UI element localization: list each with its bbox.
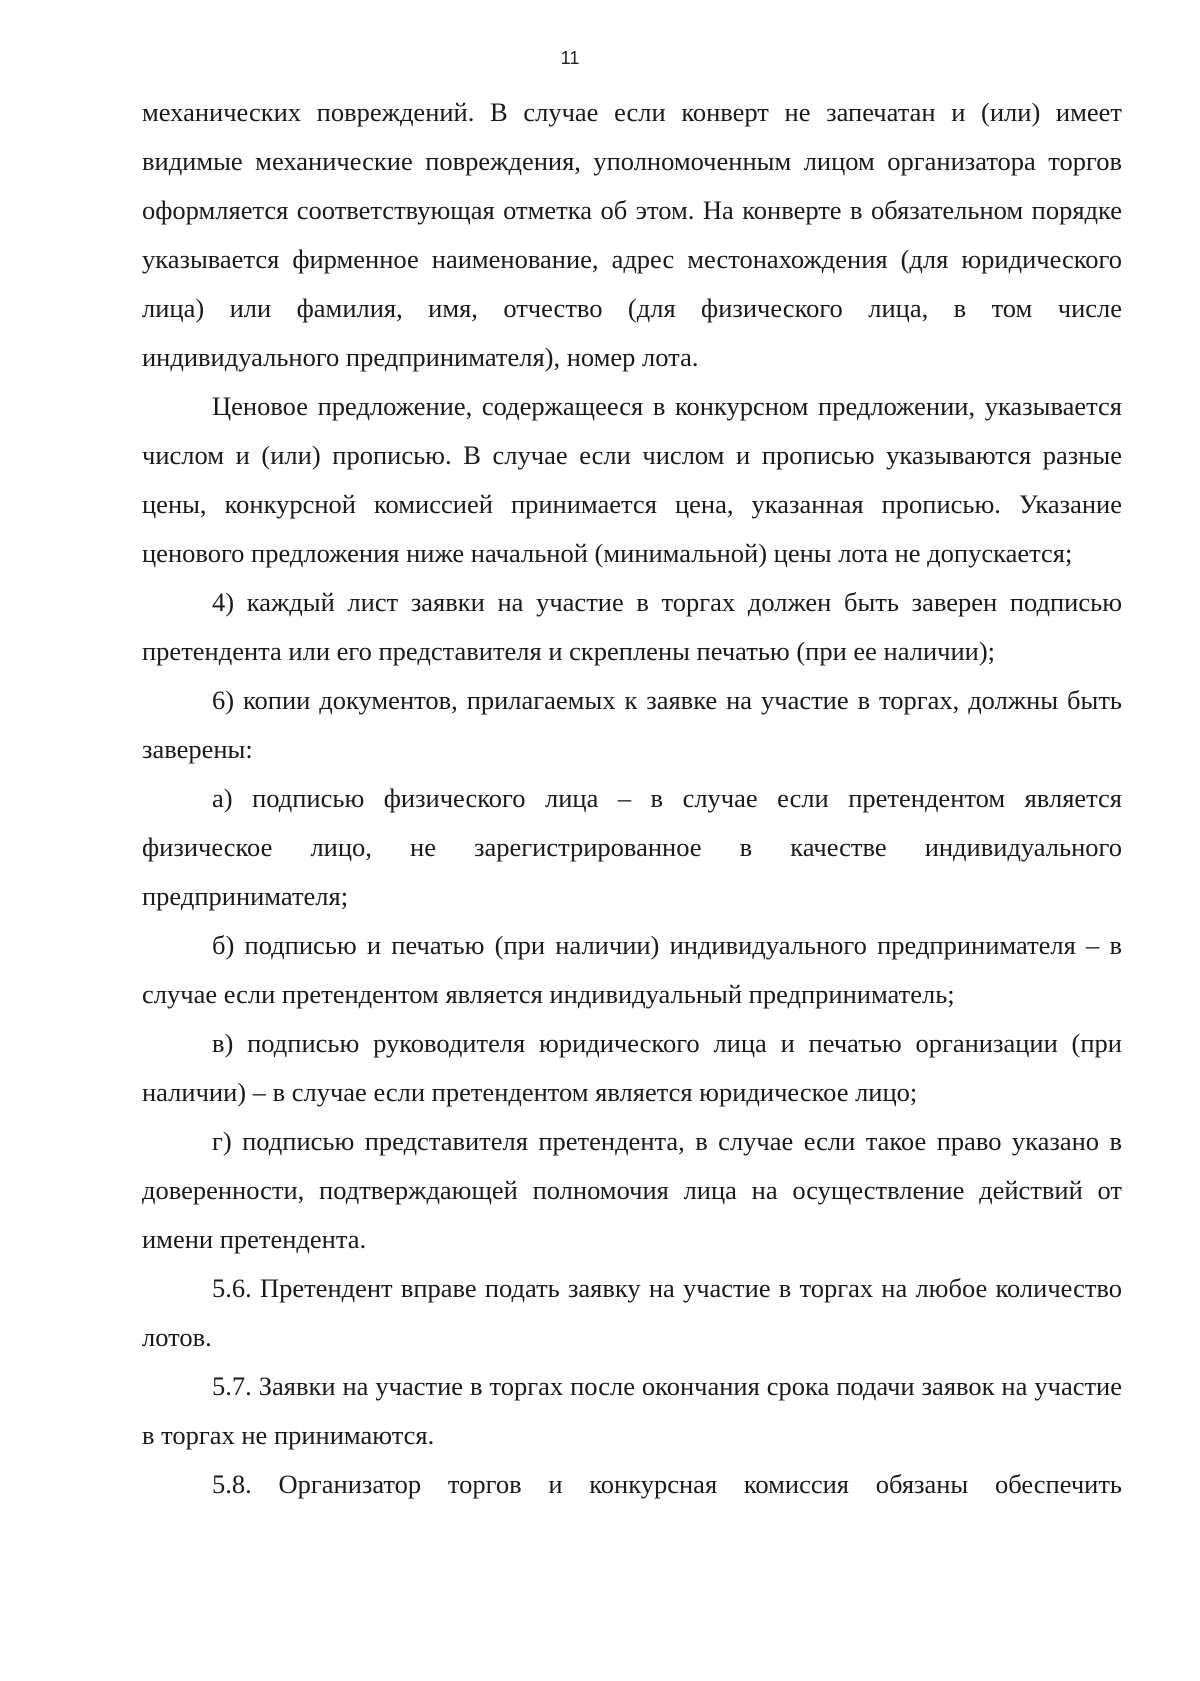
paragraph-item-g: г) подписью представителя претендента, в случае если такое право указано в доверенности, подтверждающей полномочия лица на осуществление действий от имени претендента. (142, 1126, 1122, 1254)
paragraph-item-b: б) подписью и печатью (при наличии) индивидуального предпринимателя – в случае если претендентом является индивидуальный предприниматель; (142, 930, 1122, 1009)
paragraph-item-v: в) подписью руководителя юридического лица и печатью организации (при наличии) – в случае если претендентом является юридическое лицо; (142, 1028, 1122, 1107)
page-number: 11 (560, 48, 580, 68)
paragraph-item-4: 4) каждый лист заявки на участие в торгах должен быть заверен подписью претендента или его представителя и скреплены печатью (при ее наличии); (142, 587, 1122, 666)
paragraph-5-8: 5.8. Организатор торгов и конкурсная комиссия обязаны обеспечить (212, 1469, 1122, 1499)
paragraph-5-7: 5.7. Заявки на участие в торгах после окончания срока подачи заявок на участие в торгах не принимаются. (142, 1371, 1122, 1450)
paragraph-price-offer: Ценовое предложение, содержащееся в конкурсном предложении, указывается числом и (или) прописью. В случае если числом и прописью указываются разные цены, конкурсной комиссией принимается цена, указанная прописью. Указание ценового предложения ниже начальной (минимальной) цены лота не допускается; (142, 391, 1122, 568)
document-body (142, 88, 1122, 1509)
paragraph-5-6: 5.6. Претендент вправе подать заявку на участие в торгах на любое количество лотов. (142, 1273, 1122, 1352)
paragraph-item-a: а) подписью физического лица – в случае если претендентом является физическое лицо, не зарегистрированное в качестве индивидуального предпринимателя; (142, 783, 1122, 911)
paragraph-item-6: 6) копии документов, прилагаемых к заявке на участие в торгах, должны быть заверены: (142, 685, 1122, 764)
paragraph-continuation: механических повреждений. В случае если конверт не запечатан и (или) имеет видимые механические повреждения, уполномоченным лицом организатора торгов оформляется соответствующая отметка об этом. На конверте в обязательном порядке указывается фирменное наименование, адрес местонахождения (для юридического лица) или фамилия, имя, отчество (для физического лица, в том числе индивидуального предпринимателя), номер лота. (142, 97, 1122, 372)
